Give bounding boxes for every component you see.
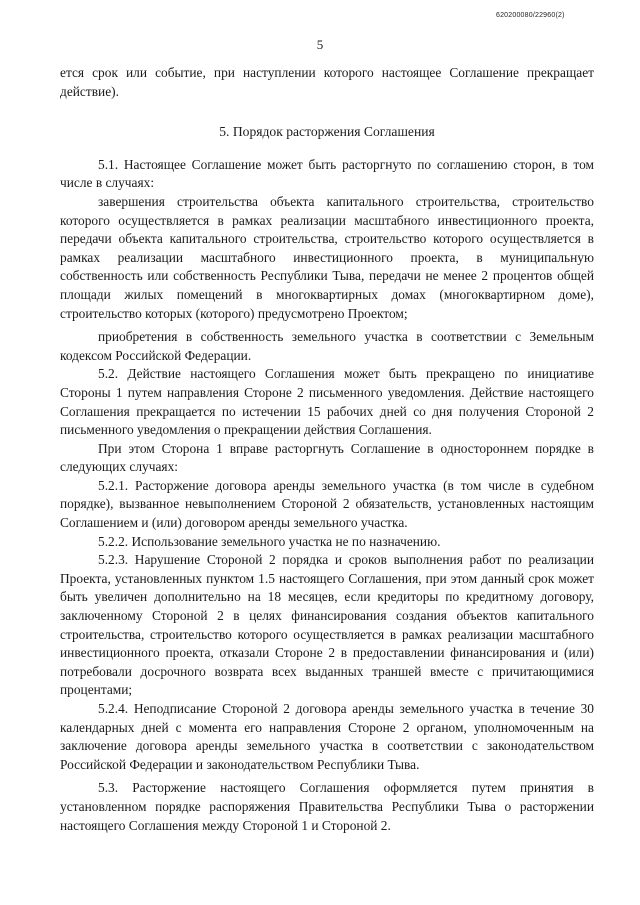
paragraph-5-1-a: завершения строительства объекта капитального строительства, строительство которого осуществляется в рамках реализации масштабного инвестиционного проекта, передачи объекта капитального строительства, строительство которого осуществляется в рамках реализации масштабного инвестиционного проекта, в муниципальную собственность или собственность Республики Тыва, передачи не менее 2 процентов общей площади жилых помещений в многоквартирных домах (многоквартирном доме), строительство которых (которого) предусмотрено Проектом;	[60, 193, 594, 321]
paragraph-5-1-b: приобретения в собственность земельного участка в соответствии с Земельным кодексом Российской Федерации.	[60, 329, 594, 363]
page-number: 5	[316, 37, 324, 52]
intro-continuation: ется срок или событие, при наступлении которого настоящее Соглашение прекращает действие).	[60, 65, 594, 99]
paragraph-5-3: 5.3. Расторжение настоящего Соглашения оформляется путем принятия в установленном порядке распоряжения Правительства Республики Тыва о расторжении настоящего Соглашения между Стороной 1 и Стороной 2.	[60, 780, 594, 833]
document-body	[60, 64, 594, 835]
paragraph-5-2-3: 5.2.3. Нарушение Стороной 2 порядка и сроков выполнения работ по реализации Проекта, установленных пунктом 1.5 настоящего Соглашения, при этом данный срок может быть увеличен дополнительно на 18 месяцев, если кредиторы по кредитному договору, заключенному Стороной 2 в целях финансирования создания объектов капитального строительства, строительство которого осуществляется в рамках реализации масштабного инвестиционного проекта, отказали Стороне 2 в предоставлении финансирования и (или) потребовали досрочного возврата всех выданных траншей вместе с причитающимися процентами;	[60, 552, 594, 698]
paragraph-5-2-4: 5.2.4. Неподписание Стороной 2 договора аренды земельного участка в течение 30 календарных дней с момента его направления Стороне 2 органом, уполномоченным на заключение договора аренды земельного участка в соответствии с законодательством Российской Федерации и законодательством Республики Тыва.	[60, 701, 594, 772]
paragraph-5-2: 5.2. Действие настоящего Соглашения может быть прекращено по инициативе Стороны 1 путем направления Стороне 2 письменного уведомления. Действие настоящего Соглашения прекращается по истечении 15 рабочих дней со дня получения Стороной 2 письменного уведомления о прекращении действия Соглашения.	[60, 366, 594, 438]
paragraph-5-1: 5.1. Настоящее Соглашение может быть расторгнуто по соглашению сторон, в том числе в случаях:	[60, 156, 594, 191]
paragraph-5-2-2: 5.2.2. Использование земельного участка не по назначению.	[98, 533, 441, 549]
paragraph-5-2-b: При этом Сторона 1 вправе расторгнуть Соглашение в одностороннем порядке в следующих случаях:	[60, 440, 594, 475]
paragraph-5-2-1: 5.2.1. Расторжение договора аренды земельного участка (в том числе в судебном порядке), вызванное невыполнением Стороной 2 обязательств, установленных настоящим Соглашением и (или) договором аренды земельного участка.	[60, 477, 594, 531]
section-title: 5. Порядок расторжения Соглашения	[219, 124, 435, 140]
document-id: 620200080/22960(2)	[496, 12, 565, 19]
